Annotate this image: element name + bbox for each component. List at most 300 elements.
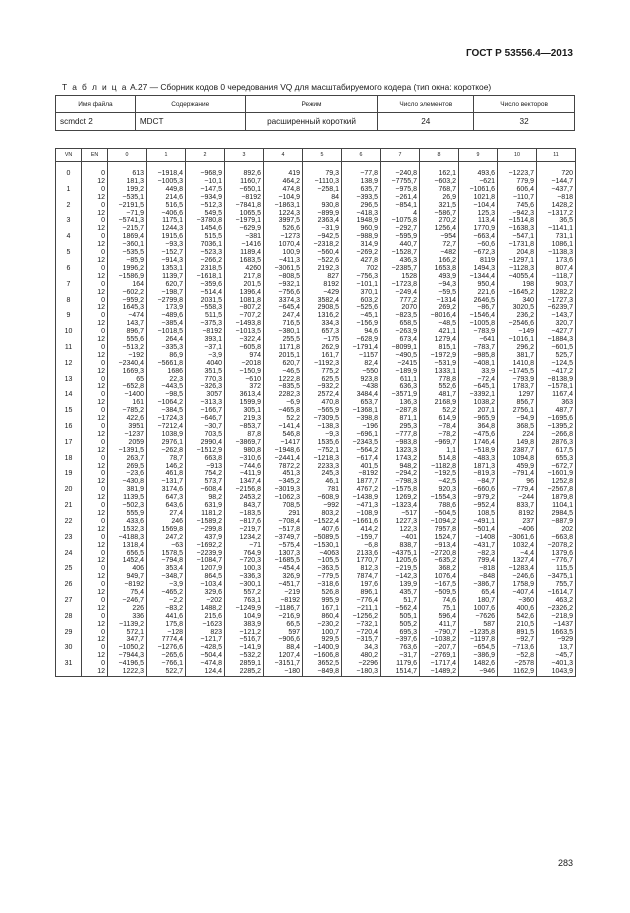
table-row xyxy=(56,217,576,225)
caption-text: A.27 — Сборник кодов 0 чередования VQ для масштабируемого кодера (тип окна: короткое) xyxy=(127,82,492,92)
value-cell: −1589,2 xyxy=(186,518,225,526)
value-cell: 2876,3 xyxy=(537,439,576,447)
value-cell: −142,3 xyxy=(381,573,420,581)
value-cell: 4767,2 xyxy=(342,486,381,494)
vn-cell: 6 xyxy=(56,265,82,273)
value-cell: 525,7 xyxy=(537,352,576,360)
value-cell: −564,2 xyxy=(342,447,381,455)
value-cell: −196 xyxy=(342,423,381,431)
value-cell: −150,9 xyxy=(225,368,264,376)
value-cell: −1863,1 xyxy=(264,202,303,210)
value-cell: 1207,9 xyxy=(186,565,225,573)
value-cell: 363 xyxy=(537,399,576,407)
table-row xyxy=(56,352,576,360)
value-cell: −954 xyxy=(420,233,459,241)
value-cell: −1400 xyxy=(108,391,147,399)
value-cell: −397,6 xyxy=(381,636,420,644)
value-cell: 655,3 xyxy=(537,455,576,463)
value-cell: 515,5 xyxy=(186,233,225,241)
en-cell: 12 xyxy=(82,668,108,676)
value-cell: −560,4 xyxy=(303,249,342,257)
value-cell: −4055,4 xyxy=(498,273,537,281)
value-cell: 470,8 xyxy=(303,399,342,407)
value-cell: −1038,2 xyxy=(420,636,459,644)
value-cell: −798,3 xyxy=(381,478,420,486)
en-cell: 0 xyxy=(82,281,108,289)
value-cell: 217,8 xyxy=(225,273,264,281)
value-cell: −6239,7 xyxy=(537,304,576,312)
value-cell: 799,4 xyxy=(459,557,498,565)
value-cell: −101,1 xyxy=(342,281,381,289)
vn-cell xyxy=(56,463,82,471)
value-cell: −1723,8 xyxy=(381,281,420,289)
value-cell: 1043,9 xyxy=(537,668,576,676)
value-cell: 555,6 xyxy=(108,336,147,344)
value-cell: −59,5 xyxy=(420,289,459,297)
value-cell: 656,5 xyxy=(108,550,147,558)
value-cell: 181,3 xyxy=(108,178,147,186)
value-cell: 2282,3 xyxy=(264,391,303,399)
value-cell: 411,7 xyxy=(420,621,459,629)
value-cell: 115,5 xyxy=(537,565,576,573)
value-cell: −1586,9 xyxy=(108,273,147,281)
value-cell: 204,8 xyxy=(498,249,537,257)
value-cell: −535,5 xyxy=(108,249,147,257)
column-header: 10 xyxy=(498,149,537,162)
value-cell: −525,6 xyxy=(342,304,381,312)
value-cell: 1869,4 xyxy=(108,233,147,241)
value-cell: −313,3 xyxy=(186,399,225,407)
value-cell: −37,1 xyxy=(186,344,225,352)
value-cell: 949,7 xyxy=(108,573,147,581)
value-cell: 351,5 xyxy=(186,368,225,376)
value-cell: −263,9 xyxy=(381,328,420,336)
value-cell: −3061,6 xyxy=(498,534,537,542)
value-cell: −322,4 xyxy=(225,336,264,344)
vn-cell: 25 xyxy=(56,565,82,573)
table-row xyxy=(56,502,576,510)
en-cell: 12 xyxy=(82,636,108,644)
value-cell: 198 xyxy=(498,281,537,289)
vn-cell xyxy=(56,225,82,233)
en-cell: 12 xyxy=(82,542,108,550)
value-cell: −219 xyxy=(264,589,303,597)
info-vectors: 32 xyxy=(474,113,575,131)
value-cell: −1141,1 xyxy=(537,225,576,233)
value-cell: 1307,3 xyxy=(264,550,303,558)
value-cell: 1528 xyxy=(381,273,420,281)
value-cell: −932,1 xyxy=(264,281,303,289)
value-cell: −779,5 xyxy=(303,573,342,581)
vn-cell xyxy=(56,621,82,629)
value-cell: −3749,7 xyxy=(264,534,303,542)
value-cell: −363,5 xyxy=(303,565,342,573)
value-cell: −443,5 xyxy=(147,383,186,391)
value-cell: 441,6 xyxy=(147,613,186,621)
value-cell: 433,6 xyxy=(108,518,147,526)
info-header-content: Содержание xyxy=(135,96,245,113)
value-cell: 807,4 xyxy=(537,265,576,273)
value-cell: 948,2 xyxy=(381,463,420,471)
value-cell: −1408 xyxy=(459,534,498,542)
table-row xyxy=(56,376,576,384)
value-cell: −807,2 xyxy=(225,304,264,312)
value-cell: 4260 xyxy=(225,265,264,273)
value-cell: 673,4 xyxy=(381,336,420,344)
value-cell: 1282,2 xyxy=(537,289,576,297)
value-cell: −1514,8 xyxy=(498,217,537,225)
value-cell: 980,8 xyxy=(225,447,264,455)
value-cell: −713,6 xyxy=(498,644,537,652)
en-cell: 0 xyxy=(82,344,108,352)
value-cell: 381,9 xyxy=(108,486,147,494)
value-cell: −82,3 xyxy=(459,550,498,558)
value-cell: 353,4 xyxy=(147,565,186,573)
value-cell: −310,6 xyxy=(225,455,264,463)
table-row xyxy=(56,304,576,312)
value-cell: 1452,4 xyxy=(108,557,147,565)
value-cell: −959,2 xyxy=(108,297,147,305)
value-cell: −1692,2 xyxy=(186,542,225,550)
value-cell: −1256,2 xyxy=(342,613,381,621)
value-cell: −550 xyxy=(342,368,381,376)
vn-cell: 13 xyxy=(56,376,82,384)
value-cell: 1524,7 xyxy=(420,534,459,542)
table-row xyxy=(56,186,576,194)
info-header-vectors: Число векторов xyxy=(474,96,575,113)
en-cell: 0 xyxy=(82,360,108,368)
column-header: 7 xyxy=(381,149,420,162)
value-cell: 139,9 xyxy=(381,581,420,589)
value-cell: −1061,6 xyxy=(459,186,498,194)
value-cell: 162,1 xyxy=(420,162,459,178)
value-cell: 33,9 xyxy=(459,368,498,376)
table-row xyxy=(56,573,576,581)
value-cell: −696,1 xyxy=(342,431,381,439)
value-cell: −266,8 xyxy=(537,431,576,439)
vn-cell xyxy=(56,668,82,676)
value-cell: −386,9 xyxy=(459,652,498,660)
value-cell: −3,9 xyxy=(147,581,186,589)
value-cell: −198,7 xyxy=(147,289,186,297)
vn-cell: 24 xyxy=(56,550,82,558)
value-cell: 368,5 xyxy=(498,423,537,431)
value-cell: 2387,7 xyxy=(498,447,537,455)
value-cell: −380,1 xyxy=(264,328,303,336)
value-cell: 270,2 xyxy=(420,217,459,225)
value-cell: 262,9 xyxy=(303,344,342,352)
value-cell: −1489,2 xyxy=(420,668,459,676)
value-cell: 87,8 xyxy=(225,431,264,439)
table-row xyxy=(56,486,576,494)
value-cell: 1244,3 xyxy=(147,225,186,233)
value-cell: −744,6 xyxy=(225,463,264,471)
table-row xyxy=(56,423,576,431)
table-row xyxy=(56,668,576,676)
value-cell: 838,7 xyxy=(381,542,420,550)
value-cell: 493,9 xyxy=(420,273,459,281)
en-cell: 12 xyxy=(82,225,108,233)
value-cell: −603,2 xyxy=(420,178,459,186)
table-row xyxy=(56,265,576,273)
value-cell: 226 xyxy=(108,605,147,613)
value-cell: −1395,2 xyxy=(537,423,576,431)
value-cell: 480,2 xyxy=(342,652,381,660)
value-cell: −517 xyxy=(381,510,420,518)
value-cell: −1094,2 xyxy=(420,518,459,526)
value-cell: −121,7 xyxy=(186,636,225,644)
value-cell: −8192 xyxy=(225,194,264,202)
value-cell: −1235,8 xyxy=(459,629,498,637)
value-cell: 871,1 xyxy=(381,415,420,423)
value-cell: 1770,9 xyxy=(459,225,498,233)
table-row xyxy=(56,621,576,629)
value-cell: 1162,9 xyxy=(498,668,537,676)
value-cell: 573,7 xyxy=(186,478,225,486)
table-row xyxy=(56,494,576,502)
value-cell: −1979,1 xyxy=(225,217,264,225)
value-cell: 833,7 xyxy=(498,502,537,510)
vn-cell: 2 xyxy=(56,202,82,210)
value-cell: 1181,2 xyxy=(186,510,225,518)
table-row xyxy=(56,249,576,257)
value-cell: −1884,3 xyxy=(537,336,576,344)
value-cell: −808,5 xyxy=(264,273,303,281)
value-cell: −318,6 xyxy=(303,581,342,589)
value-cell: 2031,5 xyxy=(186,297,225,305)
vn-cell: 17 xyxy=(56,439,82,447)
table-row xyxy=(56,273,576,281)
value-cell: −2318,2 xyxy=(303,241,342,249)
value-cell: 754,2 xyxy=(186,470,225,478)
value-cell: 437,9 xyxy=(186,534,225,542)
value-cell: 1094,8 xyxy=(498,455,537,463)
value-cell: −1138,3 xyxy=(537,249,576,257)
value-cell: −94,3 xyxy=(420,281,459,289)
value-cell: 1171,8 xyxy=(264,344,303,352)
info-filename: scmdct 2 xyxy=(56,113,136,131)
value-cell: −2546,6 xyxy=(498,320,537,328)
value-cell: −720,3 xyxy=(225,557,264,565)
value-cell: −1016,1 xyxy=(498,336,537,344)
value-cell: 451,3 xyxy=(264,470,303,478)
value-cell: 407,6 xyxy=(303,526,342,534)
table-row xyxy=(56,399,576,407)
vn-cell xyxy=(56,273,82,281)
value-cell: 210,5 xyxy=(498,621,537,629)
value-cell: −6,9 xyxy=(264,399,303,407)
value-cell: 3020,5 xyxy=(498,304,537,312)
value-cell: 555,9 xyxy=(108,510,147,518)
value-cell: −504,5 xyxy=(420,510,459,518)
value-cell: 505,1 xyxy=(381,613,420,621)
value-cell: 778,8 xyxy=(420,376,459,384)
value-cell: −983,8 xyxy=(381,439,420,447)
value-cell: −1918,4 xyxy=(147,162,186,178)
value-cell: 1297 xyxy=(498,391,537,399)
value-cell: −756,3 xyxy=(342,273,381,281)
en-cell: 12 xyxy=(82,557,108,565)
table-row xyxy=(56,439,576,447)
table-row xyxy=(56,431,576,439)
value-cell: −10,1 xyxy=(186,178,225,186)
column-header: 11 xyxy=(537,149,576,162)
en-cell: 0 xyxy=(82,518,108,526)
vn-cell: 10 xyxy=(56,328,82,336)
value-cell: 7774,4 xyxy=(147,636,186,644)
value-cell: −482 xyxy=(420,249,459,257)
value-cell: 1167,4 xyxy=(537,391,576,399)
value-cell: −84,7 xyxy=(459,478,498,486)
value-cell: 929,5 xyxy=(303,636,342,644)
column-header: 5 xyxy=(303,149,342,162)
value-cell: 1327,4 xyxy=(498,557,537,565)
value-cell: 7036,1 xyxy=(186,241,225,249)
en-cell: 0 xyxy=(82,502,108,510)
value-cell: −465,8 xyxy=(264,407,303,415)
value-cell: −522,6 xyxy=(303,257,342,265)
vn-cell: 16 xyxy=(56,423,82,431)
value-cell: 526,8 xyxy=(303,589,342,597)
value-cell: 161 xyxy=(108,399,147,407)
value-cell: −411,9 xyxy=(225,470,264,478)
value-cell: −2078,2 xyxy=(537,542,576,550)
vn-cell xyxy=(56,605,82,613)
en-cell: 0 xyxy=(82,534,108,542)
value-cell: −269,2 xyxy=(342,249,381,257)
value-cell: 860,4 xyxy=(303,613,342,621)
value-cell: −1530,1 xyxy=(303,542,342,550)
table-row xyxy=(56,636,576,644)
value-cell: −156,9 xyxy=(342,320,381,328)
column-header: 3 xyxy=(225,149,264,162)
table-row xyxy=(56,660,576,668)
en-cell: 0 xyxy=(82,486,108,494)
value-cell: 347,7 xyxy=(108,636,147,644)
value-cell: 896,1 xyxy=(342,589,381,597)
value-cell: −1512,9 xyxy=(186,447,225,455)
value-cell: 370,1 xyxy=(342,289,381,297)
table-row xyxy=(56,328,576,336)
value-cell: 755,7 xyxy=(537,581,576,589)
value-cell: −756,6 xyxy=(264,289,303,297)
vn-cell: 5 xyxy=(56,249,82,257)
value-cell: −617,4 xyxy=(342,455,381,463)
en-cell: 0 xyxy=(82,550,108,558)
value-cell: −2340,4 xyxy=(108,360,147,368)
value-cell: 2572,4 xyxy=(303,391,342,399)
value-cell: 1279,4 xyxy=(420,336,459,344)
value-cell: 703,5 xyxy=(186,431,225,439)
vn-cell xyxy=(56,431,82,439)
value-cell: −1276,6 xyxy=(147,644,186,652)
value-cell: 2990,4 xyxy=(186,439,225,447)
en-cell: 12 xyxy=(82,304,108,312)
value-cell: 2646,5 xyxy=(459,297,498,305)
value-cell: −98,5 xyxy=(147,391,186,399)
value-cell: −46,5 xyxy=(264,368,303,376)
value-cell: −6,8 xyxy=(342,542,381,550)
en-cell: 12 xyxy=(82,573,108,581)
value-cell: −9,3 xyxy=(303,431,342,439)
value-cell: −192,5 xyxy=(420,470,459,478)
value-cell: −1018,5 xyxy=(147,328,186,336)
value-cell: 763,1 xyxy=(225,597,264,605)
value-cell: −819,3 xyxy=(459,470,498,478)
value-cell: 768,7 xyxy=(420,186,459,194)
value-cell: 3582,4 xyxy=(303,297,342,305)
value-cell: −672,3 xyxy=(459,249,498,257)
value-cell: −149 xyxy=(498,328,537,336)
value-cell: 788,6 xyxy=(420,502,459,510)
value-cell: −1606,8 xyxy=(303,652,342,660)
value-cell: 522,7 xyxy=(147,668,186,676)
value-cell: −2720,8 xyxy=(420,550,459,558)
value-cell: −1575,8 xyxy=(381,486,420,494)
value-cell: −2326,2 xyxy=(537,605,576,613)
value-cell: 336 xyxy=(108,613,147,621)
value-cell: −92,7 xyxy=(498,636,537,644)
value-cell: −1223,7 xyxy=(498,162,537,178)
value-cell: −143,7 xyxy=(537,312,576,320)
table-row xyxy=(56,383,576,391)
value-cell: −663,4 xyxy=(459,233,498,241)
value-cell: −144,7 xyxy=(537,178,576,186)
table-row xyxy=(56,470,576,478)
value-cell: 763,6 xyxy=(381,644,420,652)
vn-cell: 1 xyxy=(56,186,82,194)
table-row xyxy=(56,225,576,233)
value-cell: −85,9 xyxy=(108,257,147,265)
codebook-header-row xyxy=(56,149,576,162)
value-cell: −386,7 xyxy=(459,581,498,589)
value-cell: 2908,5 xyxy=(303,304,342,312)
value-cell: −602,2 xyxy=(108,289,147,297)
value-cell: 1879,8 xyxy=(537,494,576,502)
value-cell: −294,2 xyxy=(381,470,420,478)
info-header-mode: Режим xyxy=(245,96,378,113)
value-cell: 716,5 xyxy=(264,320,303,328)
en-cell: 12 xyxy=(82,510,108,518)
value-cell: 1347,4 xyxy=(225,478,264,486)
value-cell: 631,9 xyxy=(186,502,225,510)
value-cell: 197,6 xyxy=(342,581,381,589)
value-cell: 422,6 xyxy=(108,415,147,423)
value-cell: −103,4 xyxy=(186,581,225,589)
value-cell: −512,3 xyxy=(186,202,225,210)
value-cell: 3057 xyxy=(186,391,225,399)
value-cell: −513,2 xyxy=(108,344,147,352)
value-cell: −438 xyxy=(342,383,381,391)
value-cell: 1599,9 xyxy=(225,399,264,407)
value-cell: −1528,7 xyxy=(381,249,420,257)
value-cell: 75,1 xyxy=(420,605,459,613)
value-cell: −914,3 xyxy=(147,257,186,265)
en-cell: 0 xyxy=(82,217,108,225)
value-cell: −2578 xyxy=(498,660,537,668)
value-cell: −1623 xyxy=(186,621,225,629)
value-cell: −2769,1 xyxy=(420,652,459,660)
value-cell: −899,9 xyxy=(303,210,342,218)
en-cell: 0 xyxy=(82,455,108,463)
value-cell: 1410,8 xyxy=(498,360,537,368)
value-cell: −8138,9 xyxy=(537,376,576,384)
value-cell: 1318,4 xyxy=(108,542,147,550)
value-cell: 1316,2 xyxy=(303,312,342,320)
en-cell: 12 xyxy=(82,463,108,471)
value-cell: 51,7 xyxy=(381,597,420,605)
value-cell: 100,3 xyxy=(225,565,264,573)
